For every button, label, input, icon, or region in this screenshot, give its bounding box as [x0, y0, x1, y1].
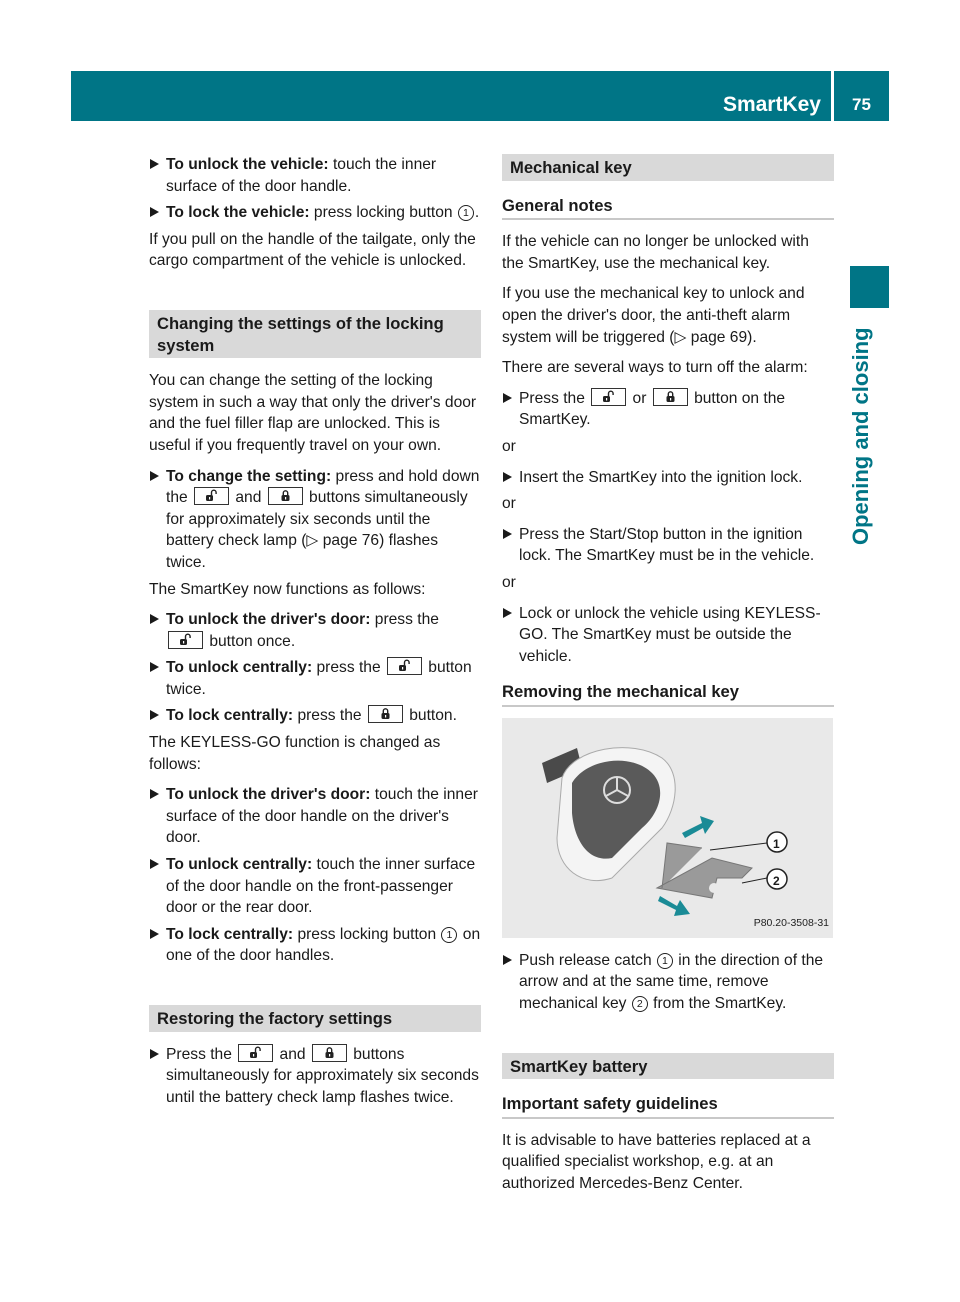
section-heading [149, 310, 481, 358]
instruction-step [149, 784, 481, 849]
text: or [502, 495, 516, 513]
text: touch the inner surface of the door handle on the driver's door. [166, 786, 478, 847]
text: Mechanical key [510, 158, 632, 177]
text: from the SmartKey. [648, 995, 787, 1013]
text: . [474, 204, 480, 222]
lock-button-icon [268, 487, 303, 505]
text: touch the inner surface of the door handle on the front-passenger door or the rear door. [166, 856, 476, 917]
text: General notes [502, 195, 613, 215]
instruction-step [149, 657, 481, 700]
text: Restoring the factory settings [157, 1009, 393, 1028]
bold-lead-text: To lock centrally: [166, 707, 294, 725]
paragraph [502, 572, 834, 594]
text: press locking button [293, 925, 441, 943]
text: or [502, 573, 516, 591]
subsection-heading [502, 1093, 834, 1119]
instruction-step [149, 924, 481, 967]
text: touch the inner surface of the door handle. [166, 156, 437, 195]
bold-lead-text: To unlock centrally: [166, 659, 313, 677]
figure-code: P80.20-3508-31 [753, 917, 829, 930]
paragraph [149, 579, 481, 601]
instruction-step [149, 466, 481, 574]
lock-button-icon [653, 388, 688, 406]
text: If you use the mechanical key to unlock and open the driver's door, the anti-theft alarm system will be triggered (▷ page 69). [502, 285, 805, 346]
text: press the [293, 707, 366, 725]
text: The KEYLESS-GO function is changed as follows: [149, 734, 441, 773]
callout-number: 1 [657, 953, 673, 969]
bold-lead-text: To unlock centrally: [166, 856, 313, 874]
text: buttons simultaneously for approximately six seconds until the battery check lamp flashes twice. [166, 1045, 479, 1106]
unlock-button-icon [387, 657, 422, 675]
instruction-step [502, 388, 834, 431]
paragraph [502, 283, 834, 348]
bold-lead-text: To lock the vehicle: [166, 204, 310, 222]
text: Press the Start/Stop button in the ignition lock. The SmartKey must be in the vehicle. [519, 525, 815, 565]
text: There are several ways to turn off the alarm: [502, 359, 808, 377]
text: You can change the setting of the locking system in such a way that only the driver's door and the fuel filler flap are unlocked. This is useful if you frequently travel on your own. [149, 372, 477, 454]
section-heading [502, 154, 834, 181]
paragraph [149, 370, 481, 456]
paragraph [149, 229, 481, 272]
bold-lead-text: To unlock the driver's door: [166, 786, 371, 804]
bold-lead-text: To unlock the vehicle: [166, 156, 329, 173]
section-heading [502, 1053, 834, 1080]
text: and [231, 489, 266, 507]
instruction-step [502, 603, 834, 668]
text: button twice. [166, 659, 472, 698]
chapter-tab-marker [850, 266, 889, 308]
text: button on the SmartKey. [519, 389, 786, 429]
text: button once. [205, 632, 296, 650]
unlock-button-icon [238, 1044, 273, 1062]
page-number: 75 [834, 71, 889, 121]
text: or [502, 437, 516, 455]
unlock-button-icon [194, 487, 229, 505]
subsection-heading [502, 195, 834, 221]
text: press the [312, 659, 385, 677]
figure-callout-one: 1 [773, 836, 780, 851]
text: or [628, 389, 651, 407]
text: press locking button [309, 204, 457, 222]
text: Press the [166, 1045, 237, 1063]
text: Lock or unlock the vehicle using KEYLESS-GO. The SmartKey must be outside the vehicle. [519, 604, 821, 665]
text: press and hold down the [166, 467, 480, 507]
callout-number: 1 [441, 927, 457, 943]
paragraph [502, 493, 834, 515]
figure-callout-two: 2 [773, 873, 780, 888]
text: Press the [519, 389, 590, 407]
instruction-step [149, 202, 481, 224]
callout-number: 2 [632, 996, 648, 1012]
bold-lead-text: To unlock the driver's door: [166, 611, 371, 629]
chapter-label: Opening and closing [848, 327, 873, 545]
text: Changing the settings of the locking system [157, 313, 444, 355]
text: SmartKey battery [510, 1056, 648, 1076]
instruction-step [502, 950, 834, 1015]
instruction-step [149, 854, 481, 919]
instruction-step [149, 154, 481, 197]
text: buttons simultaneously for approximately six seconds until the battery check lamp (▷ page 76) flashes twice. [166, 489, 468, 571]
instruction-step [149, 1044, 481, 1109]
text: on one of the door handles. [166, 925, 481, 965]
bold-lead-text: To lock centrally: [166, 925, 294, 943]
text: The SmartKey now functions as follows: [149, 580, 426, 598]
paragraph [502, 436, 834, 458]
lock-button-icon [368, 705, 403, 723]
paragraph [502, 1130, 834, 1195]
text: Important safety guidelines [502, 1094, 718, 1114]
text: button. [404, 707, 457, 725]
page-header [71, 71, 831, 121]
unlock-button-icon [168, 631, 203, 649]
section-heading [149, 1005, 481, 1032]
text: If you pull on the handle of the tailgate, only the cargo compartment of the vehicle is unlocked. [149, 230, 476, 270]
header-title: SmartKey [722, 93, 821, 116]
paragraph [502, 231, 834, 274]
left-column [149, 154, 481, 1113]
text: in the direction of the arrow and at the same time, remove mechanical key [519, 951, 824, 1013]
instruction-step [149, 609, 481, 652]
instruction-step [502, 524, 834, 567]
instruction-step [502, 467, 834, 489]
paragraph [149, 732, 481, 775]
smartkey-figure [502, 718, 833, 938]
right-column [502, 154, 834, 1204]
subsection-heading [502, 681, 834, 707]
instruction-step [149, 705, 481, 727]
text: It is advisable to have batteries replaced at a qualified specialist workshop, e.g. at an authorized Mercedes-Benz Center. [502, 1131, 811, 1193]
text: If the vehicle can no longer be unlocked with the SmartKey, use the mechanical key. [502, 233, 809, 272]
text: and [275, 1045, 310, 1063]
paragraph [502, 357, 834, 379]
text: Push release catch [519, 951, 656, 969]
unlock-button-icon [591, 388, 626, 406]
text: press the [370, 611, 439, 629]
callout-number: 1 [458, 205, 474, 221]
text: Removing the mechanical key [502, 682, 740, 702]
bold-lead-text: To change the setting: [166, 467, 332, 485]
text: Insert the SmartKey into the ignition lock. [519, 468, 803, 486]
lock-button-icon [312, 1044, 347, 1062]
